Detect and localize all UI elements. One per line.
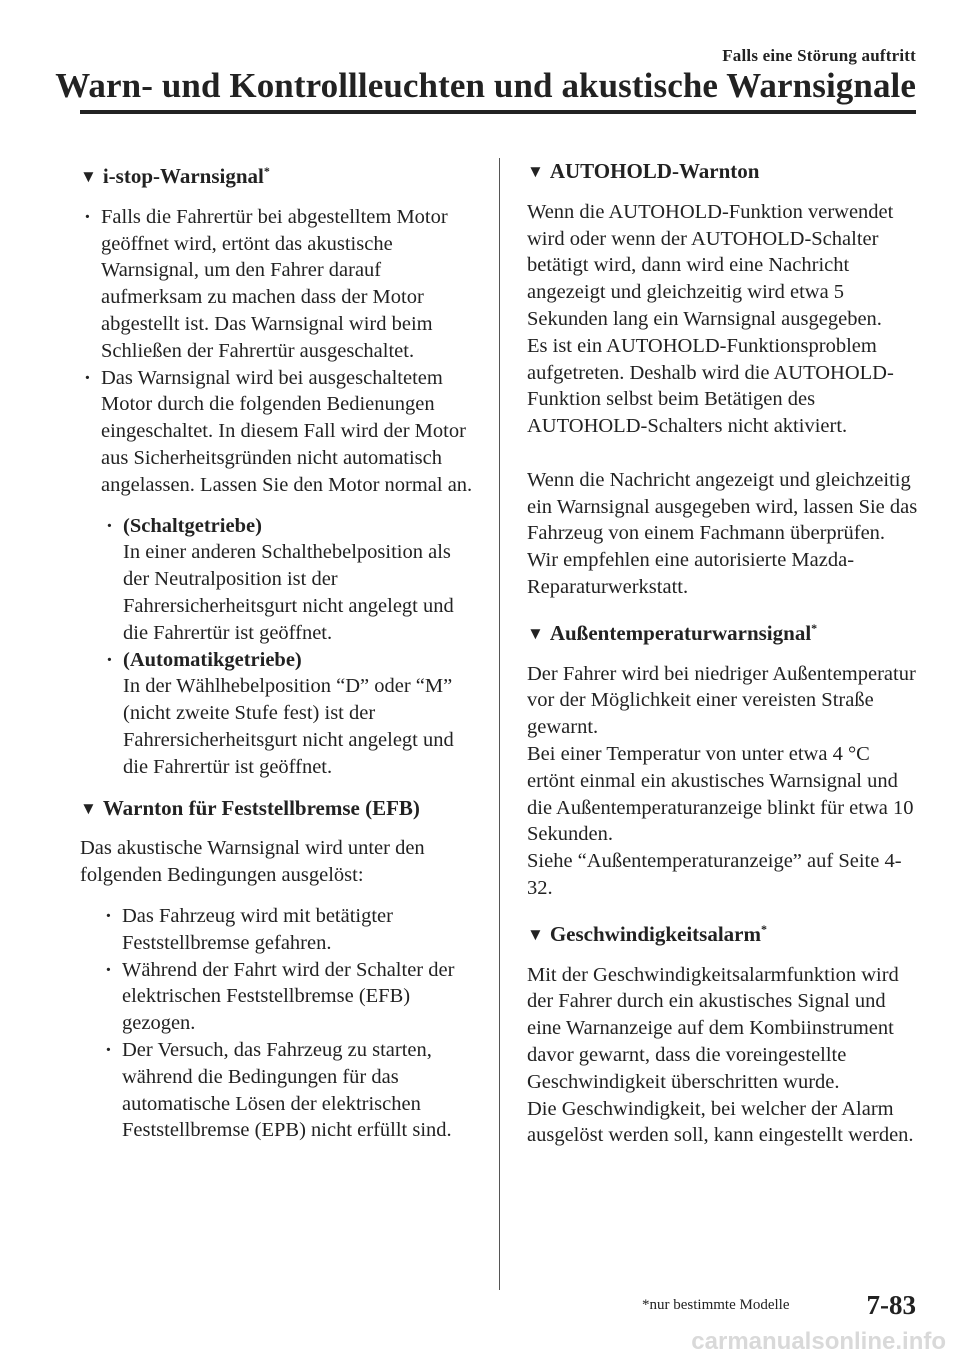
- triangle-down-icon: ▼: [80, 167, 97, 186]
- paragraph: Wenn die Nachricht angezeigt und gleichzeitig ein Warnsignal ausgegeben wird, lassen Sie das Fahrzeug von einem Fachmann überprüfen. Wir empfehlen eine autorisierte Mazda-Reparaturwerkstatt.: [527, 468, 918, 598]
- paragraph: Die Geschwindigkeit, bei welcher der Alarm ausgelöst werden soll, kann eingestellt werden.: [527, 1097, 914, 1147]
- sub-title-automatikgetriebe: · (Automatikgetriebe): [123, 648, 302, 671]
- triangle-down-icon: ▼: [527, 924, 544, 944]
- list-item: · Falls die Fahrertür bei abgestelltem Motor geöffnet wird, ertönt das akustische Warnsignal, um den Fahrer darauf aufmerksam zu machen dass der Motor abgestellt ist. Das Warnsignal wird beim Schließen der Fahrertür ausgeschaltet.: [80, 204, 480, 365]
- triangle-down-icon: ▼: [527, 623, 544, 643]
- list-item: · Der Versuch, das Fahrzeug zu starten, während die Bedingungen für das automatische Lösen der elektrischen Feststellbremse (EPB) nicht erfüllt sind.: [101, 1037, 480, 1144]
- triangle-down-icon: ▼: [527, 162, 544, 181]
- paragraph: Mit der Geschwindigkeitsalarmfunktion wird der Fahrer durch ein akustisches Signal und eine Warnanzeige auf dem Kombiinstrument davor gewarnt, dass die voreingestellte Geschwindigkeit überschritten wurde.: [527, 963, 899, 1093]
- watermark: carmanualsonline.info: [691, 1328, 946, 1355]
- istop-sub-list: [101, 513, 480, 781]
- paragraph: Wenn die AUTOHOLD-Funktion verwendet wird oder wenn der AUTOHOLD-Schalter betätigt wird, dann wird eine Nachricht angezeigt und gleichzeitig wird etwa 5 Sekunden lang ein Warnsignal ausgegeben.: [527, 200, 894, 330]
- istop-bullet-list: [80, 204, 480, 499]
- list-item: · Während der Fahrt wird der Schalter der elektrischen Feststellbremse (EFB) gezogen.: [101, 957, 480, 1037]
- paragraph: Es ist ein AUTOHOLD-Funktionsproblem aufgetreten. Deshalb wird die AUTOHOLD-Funktion selbst beim Betätigen des AUTOHOLD-Schalters nicht aktiviert.: [527, 334, 894, 438]
- page-title: Warn- und Kontrollleuchten und akustische Warnsignale: [55, 66, 916, 105]
- header-rule: [80, 110, 916, 114]
- heading-warnton-feststellbremse: ▼ Warnton für Feststellbremse (EFB): [80, 795, 420, 820]
- left-column: [80, 158, 480, 1144]
- list-item: · Das Warnsignal wird bei ausgeschaltetem Motor durch die folgenden Bedienungen eingeschaltet. In diesem Fall wird der Motor aus Sicherheitsgründen nicht automatisch angelassen. Lassen Sie den Motor normal an.: [80, 365, 480, 499]
- footnote: *nur bestimmte Modelle: [642, 1297, 790, 1313]
- page-number: 7-83: [866, 1290, 916, 1320]
- right-column: [527, 158, 919, 1149]
- paragraph: Bei einer Temperatur von unter etwa 4 °C ertönt einmal ein akustisches Warnsignal und die Außentemperaturanzeige blinkt für etwa 10 Sekunden.: [527, 742, 914, 846]
- sub-text: In einer anderen Schalthebelposition als der Neutralposition ist der Fahrersicherheitsgurt nicht angelegt und die Fahrertür ist geöffnet.: [123, 541, 454, 644]
- feststellbremse-bullet-list: [101, 903, 480, 1144]
- heading-geschwindigkeitsalarm: ▼ Geschwindigkeitsalarm*: [527, 921, 767, 946]
- column-divider: [499, 158, 500, 1290]
- paragraph: Das akustische Warnsignal wird unter den folgenden Bedingungen ausgelöst:: [80, 837, 425, 887]
- heading-aussentemperaturwarnsignal: ▼ Außentemperaturwarnsignal*: [527, 620, 818, 645]
- triangle-down-icon: ▼: [80, 798, 97, 818]
- section-label: Falls eine Störung auftritt: [722, 46, 916, 65]
- paragraph: Siehe “Außentemperaturanzeige” auf Seite 4-32.: [527, 850, 902, 899]
- list-item: [101, 513, 480, 647]
- paragraph: Der Fahrer wird bei niedriger Außentemperatur vor der Möglichkeit einer vereisten Straße gewarnt.: [527, 662, 916, 739]
- sub-text: In der Wählhebelposition “D” oder “M” (nicht zweite Stufe fest) ist der Fahrersicherheitsgurt nicht angelegt und die Fahrertür ist geöffnet.: [123, 675, 454, 778]
- heading-istop-warnsignal: ▼ i-stop-Warnsignal*: [80, 164, 270, 188]
- sub-title-schaltgetriebe: · (Schaltgetriebe): [123, 514, 262, 537]
- list-item: · Das Fahrzeug wird mit betätigter Feststellbremse gefahren.: [101, 903, 480, 957]
- heading-autohold-warnton: ▼ AUTOHOLD-Warnton: [527, 159, 760, 183]
- list-item: [101, 647, 480, 781]
